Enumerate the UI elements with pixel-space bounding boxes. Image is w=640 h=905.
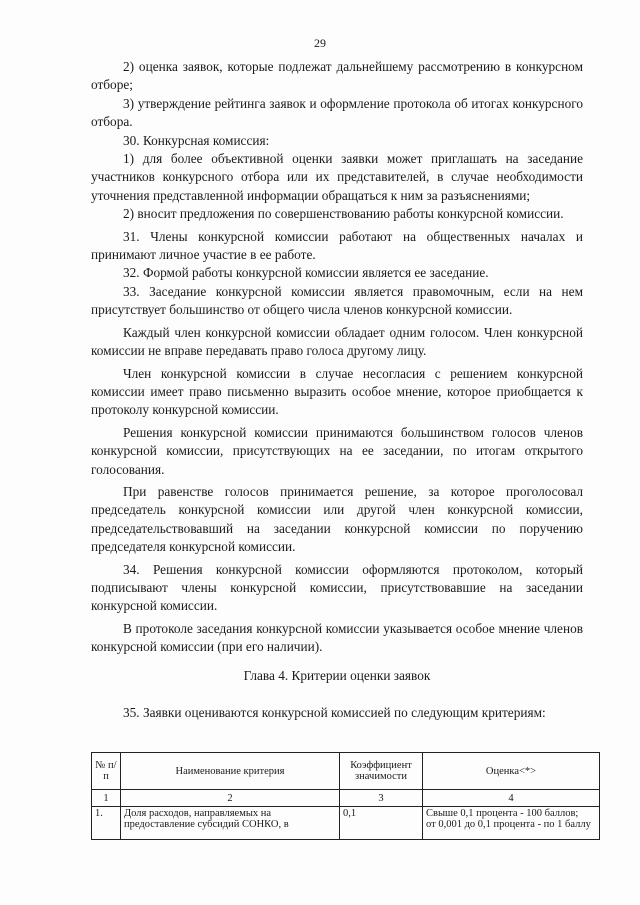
column-number: 3 bbox=[340, 790, 423, 807]
column-number: 4 bbox=[423, 790, 600, 807]
paragraph: 3) утверждение рейтинга заявок и оформление протокола об итогах конкурсного отбора. bbox=[91, 95, 583, 130]
table-row bbox=[92, 807, 600, 840]
paragraph: 31. Члены конкурсной комиссии работают на общественных началах и принимают личное участие в ее работе. bbox=[91, 228, 583, 263]
header-coefficient: Коэффициент значимости bbox=[340, 753, 423, 790]
paragraph: При равенстве голосов принимается решение, за которое проголосовал председатель конкурсной комиссии или другой член конкурсной комиссии, председательствовавший на заседании конкурсной комиссии по поручению председателя конкурсной комиссии. bbox=[91, 483, 583, 555]
row-criterion-name: Доля расходов, направляемых на предоставление субсидий СОНКО, в bbox=[121, 807, 340, 840]
score-line: от 0,001 до 0,1 процента - по 1 баллу bbox=[426, 819, 591, 830]
chapter-title: Глава 4. Критерии оценки заявок bbox=[243, 668, 431, 683]
paragraph: 34. Решения конкурсной комиссии оформляются протоколом, который подписывают члены конкурсной комиссии, присутствовавшие на заседании конкурсной комиссии. bbox=[91, 561, 583, 614]
row-number: 1. bbox=[92, 807, 121, 840]
table-column-number-row bbox=[92, 790, 600, 807]
paragraph: 33. Заседание конкурсной комиссии является правомочным, если на нем присутствует большинство от общего числа членов конкурсной комиссии. bbox=[91, 283, 583, 318]
header-number: № п/п bbox=[92, 753, 121, 790]
column-number: 1 bbox=[92, 790, 121, 807]
row-score bbox=[423, 807, 600, 840]
paragraph: Каждый член конкурсной комиссии обладает одним голосом. Член конкурсной комиссии не вправе передавать право голоса другому лицу. bbox=[91, 324, 583, 359]
table-header-row bbox=[92, 753, 600, 790]
column-number: 2 bbox=[121, 790, 340, 807]
paragraph: 30. Конкурсная комиссия: bbox=[123, 132, 270, 148]
criteria-intro: 35. Заявки оцениваются конкурсной комиссией по следующим критериям: bbox=[123, 705, 546, 720]
score-line: Свыше 0,1 процента - 100 баллов; bbox=[426, 808, 579, 819]
header-score: Оценка<*> bbox=[423, 753, 600, 790]
body-text bbox=[91, 58, 583, 657]
paragraph: Член конкурсной комиссии в случае несогласия с решением конкурсной комиссии имеет право письменно выразить особое мнение, которое приобщается к протоколу конкурсной комиссии. bbox=[91, 365, 583, 418]
page-number: 29 bbox=[314, 36, 326, 50]
paragraph: 1) для более объективной оценки заявки может приглашать на заседание участников конкурсного отбора или их представителей, в случае необходимости уточнения представленной информации обращаться к ним за разъяснениями; bbox=[91, 151, 583, 203]
paragraph: 2) вносит предложения по совершенствованию работы конкурсной комиссии. bbox=[123, 206, 564, 222]
paragraph: В протоколе заседания конкурсной комиссии указывается особое мнение членов конкурсной комиссии (при его наличии). bbox=[91, 620, 583, 655]
paragraph: 32. Формой работы конкурсной комиссии является ее заседание. bbox=[123, 265, 489, 281]
header-criterion-name: Наименование критерия bbox=[121, 753, 340, 790]
row-coefficient: 0,1 bbox=[340, 807, 423, 840]
paragraph: 2) оценка заявок, которые подлежат дальнейшему рассмотрению в конкурсном отборе; bbox=[91, 59, 583, 93]
paragraph: Решения конкурсной комиссии принимаются большинством голосов членов конкурсной комиссии, присутствующих на ее заседании, по итогам открытого голосования. bbox=[91, 424, 583, 477]
criteria-table bbox=[91, 752, 600, 840]
